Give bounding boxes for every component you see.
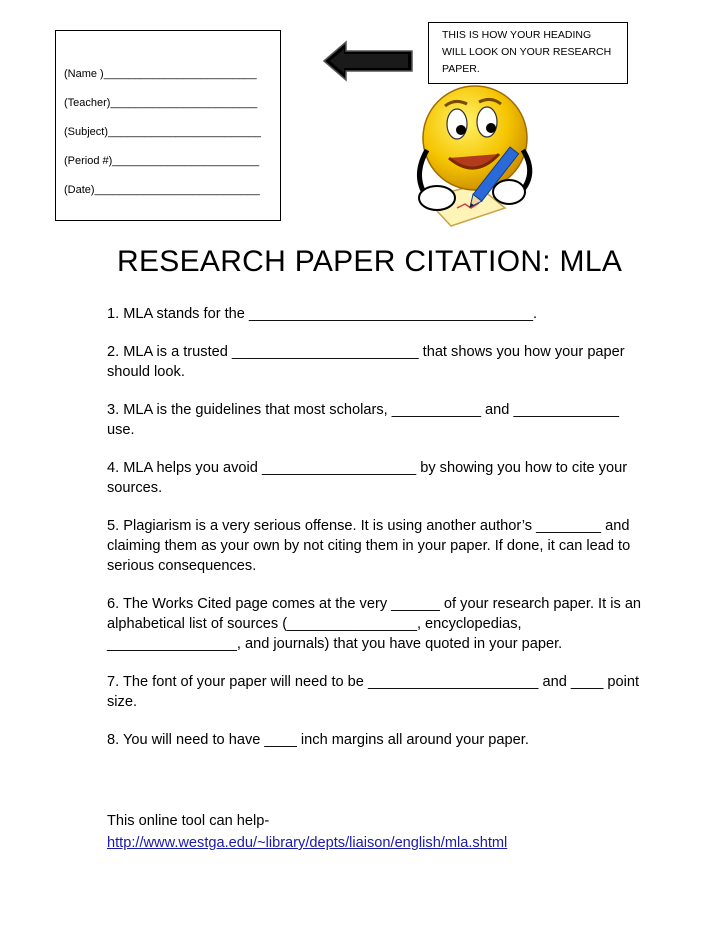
question-3: 3. MLA is the guidelines that most scholars, ___________ and _____________ use. [107,402,619,438]
writing-smiley-icon [405,80,545,230]
question-7: 7. The font of your paper will need to be _____________________ and ____ point size. [107,674,640,710]
question-2: 2. MLA is a trusted _______________________ that shows you how your paper should look. [107,344,625,380]
heading-name-line: (Name )_________________________ [64,68,257,80]
heading-example-box [55,30,281,221]
heading-teacher-line: (Teacher)________________________ [64,97,258,109]
heading-subject-line: (Subject)_________________________ [64,126,261,138]
callout-line-3: PAPER. [442,63,480,75]
online-tool-section [107,810,507,854]
mla-guide-link[interactable]: http://www.westga.edu/~library/depts/liaison/english/mla.shtml [107,835,508,851]
question-4: 4. MLA helps you avoid ___________________ by showing you how to cite your sources. [107,460,628,496]
question-8: 8. You will need to have ____ inch margins all around your paper. [107,732,529,748]
question-list [107,304,647,768]
callout-line-2: WILL LOOK ON YOUR RESEARCH [442,46,612,58]
question-6: 6. The Works Cited page comes at the very ______ of your research paper. It is an alphabetical list of sources (________________, encyclopedias, ________________, and journals) that you have quoted in your paper. [107,596,642,652]
question-5: 5. Plagiarism is a very serious offense. It is using another author’s ________ and claiming them as your own by not citing them in your paper. If done, it can lead to serious consequences. [107,518,631,574]
heading-date-line: (Date)___________________________ [64,184,260,196]
heading-callout [428,22,628,84]
left-arrow-icon [322,40,414,82]
question-1: 1. MLA stands for the ___________________________________. [107,306,538,322]
callout-line-1: THIS IS HOW YOUR HEADING [442,29,592,41]
heading-period-line: (Period #)________________________ [64,155,260,167]
online-tool-text: This online tool can help- [107,813,270,829]
page-title: RESEARCH PAPER CITATION: MLA [117,245,623,278]
